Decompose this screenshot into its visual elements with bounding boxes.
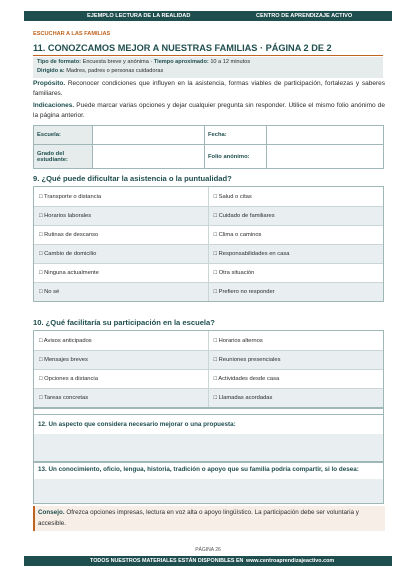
- option-row: [34, 244, 383, 263]
- header-left-text: EJEMPLO LECTURA DE LA REALIDAD: [87, 13, 191, 19]
- page-number: PÁGINA 26: [195, 547, 221, 553]
- checkbox-option[interactable]: □ Avisos anticipados: [34, 331, 209, 350]
- question-13-label: 13. Un conocimiento, oficio, lengua, historia, tradición o apoyo que su familia podría compartir, si lo desea:: [34, 463, 383, 479]
- meta-format-value: Encuesta breve y anónima: [82, 59, 149, 65]
- checkbox-option[interactable]: □ Mensajes breves: [34, 351, 209, 369]
- advice-box: [33, 506, 385, 531]
- checkbox-option[interactable]: □ Llamadas acordadas: [213, 395, 273, 401]
- question-10-options: [33, 330, 384, 408]
- checkbox-option[interactable]: □ Opciones a distancia: [34, 370, 209, 388]
- question-12-box[interactable]: [33, 414, 384, 462]
- instructions-paragraph: [33, 101, 385, 121]
- identification-table: [33, 125, 384, 169]
- meta-audience-value: Madres, padres o personas cuidadoras: [66, 68, 164, 74]
- checkbox-option[interactable]: □ Cambio de domicilio: [34, 245, 209, 263]
- checkbox-option[interactable]: □ Actividades desde casa: [213, 376, 280, 382]
- meta-time-value: 10 a 12 minutos: [210, 59, 251, 65]
- option-row: [34, 388, 383, 407]
- checkbox-option[interactable]: □ No sé: [34, 283, 209, 301]
- checkbox-option[interactable]: □ Cuidado de familiares: [213, 213, 275, 219]
- option-row: [34, 331, 383, 350]
- header-bar: [24, 11, 392, 21]
- checkbox-option[interactable]: □ Otra situación: [213, 270, 255, 276]
- checkbox-option[interactable]: □ Tareas concretas: [34, 389, 209, 407]
- footer-left-text: TODOS NUESTROS MATERIALES ESTÁN DISPONIBLES EN: [90, 558, 244, 564]
- date-label: Fecha:: [205, 126, 267, 145]
- checkbox-option[interactable]: □ Ninguna actualmente: [34, 264, 209, 282]
- page-title: 11. CONOZCAMOS MEJOR A NUESTRAS FAMILIAS · PÁGINA 2 DE 2: [33, 43, 332, 53]
- folio-field[interactable]: [267, 145, 384, 169]
- school-label: Escuela:: [34, 126, 93, 145]
- question-10-title: 10. ¿Qué facilitaría su participación en la escuela?: [33, 318, 215, 327]
- meta-audience-label: Dirigido a:: [37, 68, 65, 74]
- advice-label: Consejo.: [38, 509, 65, 516]
- grade-label: Grado del estudiante:: [34, 145, 93, 169]
- meta-format-label: Tipo de formato:: [37, 59, 82, 65]
- title-divider: [33, 55, 383, 56]
- meta-format-line: [37, 59, 250, 65]
- question-13-box[interactable]: [33, 462, 384, 504]
- checkbox-option[interactable]: □ Clima o caminos: [213, 232, 262, 238]
- question-9-title: 9. ¿Qué puede dificultar la asistencia o la puntualidad?: [33, 174, 232, 183]
- checkbox-option[interactable]: □ Rutinas de descanso: [34, 226, 209, 244]
- checkbox-option[interactable]: □ Prefiero no responder: [213, 289, 275, 295]
- advice-text: Ofrezca opciones impresas, lectura en voz alta o apoyo lingüístico. La participación debe ser voluntaria y accesible.: [38, 509, 359, 527]
- checkbox-option[interactable]: □ Horarios alternos: [213, 337, 263, 344]
- option-row: [34, 263, 383, 282]
- meta-audience-line: [37, 68, 163, 74]
- option-row: [34, 350, 383, 369]
- purpose-paragraph: [33, 79, 385, 99]
- option-row: [34, 225, 383, 244]
- instructions-label: Indicaciones.: [33, 102, 75, 109]
- meta-box: [33, 57, 383, 78]
- purpose-text: Reconocer condiciones que influyen en la asistencia, formas viables de participación, fortalezas y saberes familiares.: [33, 80, 385, 98]
- footer-bar: [24, 556, 392, 566]
- section-tag: ESCUCHAR A LAS FAMILIAS: [33, 31, 111, 37]
- question-9-options: [33, 186, 384, 302]
- checkbox-option[interactable]: □ Responsabilidades en casa: [213, 251, 290, 257]
- meta-separator: ·: [150, 59, 153, 65]
- option-row: [34, 282, 383, 301]
- checkbox-option[interactable]: □ Salud o citas: [213, 193, 252, 200]
- instructions-text: Puede marcar varias opciones y dejar cualquier pregunta sin responder. Utilice el mismo folio anónimo de la página anterior.: [33, 102, 385, 120]
- option-row: [34, 369, 383, 388]
- option-row: [34, 187, 383, 206]
- school-field[interactable]: [93, 126, 205, 145]
- header-right-text: CENTRO DE APRENDIZAJE ACTIVO: [256, 13, 353, 19]
- date-field[interactable]: [267, 126, 384, 145]
- grade-field[interactable]: [93, 145, 205, 169]
- footer-link[interactable]: www.centroaprendizajeactivo.com: [246, 558, 335, 564]
- checkbox-option[interactable]: □ Transporte o distancia: [34, 187, 209, 206]
- meta-time-label: Tiempo aproximado:: [153, 59, 209, 65]
- purpose-label: Propósito.: [33, 80, 66, 87]
- option-row: [34, 206, 383, 225]
- folio-label: Folio anónimo:: [205, 145, 267, 169]
- checkbox-option[interactable]: □ Reuniones presenciales: [213, 357, 281, 363]
- question-12-label: 12. Un aspecto que considera necesario mejorar o una propuesta:: [34, 415, 383, 434]
- checkbox-option[interactable]: □ Horarios laborales: [34, 207, 209, 225]
